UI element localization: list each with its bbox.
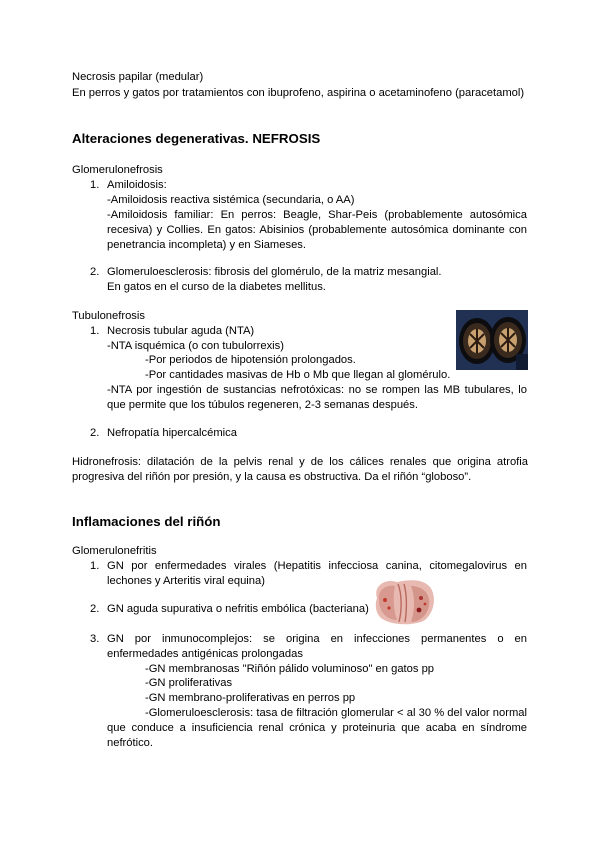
necrosis-title: Necrosis papilar (medular) xyxy=(72,71,204,83)
nta-hipotension: -Por periodos de hipotensión prolongados. xyxy=(145,354,356,366)
amiloidosis-familiar: -Amiloidosis familiar: En perros: Beagle, Shar-Peis (probablemente autosómica recesiva) y Collies. En gatos: Abisinios (probablemente autosómica dominante con penetrancia incompleta) y en Siameses. xyxy=(107,209,527,251)
gn-glomeruloesclerosis: -Glomeruloesclerosis: tasa de filtración glomerular < al 30 % del valor normal que conduce a insuficiencia renal crónica y proteinuria que acaba en síndrome nefrótico. xyxy=(107,707,527,749)
list-item-gn-inmunocomplejos xyxy=(90,632,527,662)
nta-nefrotoxica: -NTA por ingestión de sustancias nefrotóxicas: no se rompen las MB tubulares, lo que permite que los túbulos regeneren, 2-3 semanas después. xyxy=(107,384,527,411)
list-item-title: Amiloidosis: xyxy=(107,179,167,191)
subheading-glomerulonefrosis: Glomerulonefrosis xyxy=(72,164,163,176)
list-number: 1. xyxy=(90,179,100,191)
list-item-text: GN por enfermedades virales (Hepatitis infecciosa canina, citomegalovirus en lechones y Arteritis viral equina) xyxy=(107,560,527,587)
section-heading-inflamaciones: Inflamaciones del riñón xyxy=(72,514,221,529)
subheading-tubulonefrosis: Tubulonefrosis xyxy=(72,310,145,322)
list-number: 1. xyxy=(90,560,100,572)
list-number: 3. xyxy=(90,633,100,645)
list-item-text: GN por inmunocomplejos: se origina en infecciones permanentes o en enfermedades antigénicas prolongadas xyxy=(107,633,527,660)
kidney-section-photo xyxy=(456,310,528,370)
amiloidosis-reactiva: -Amiloidosis reactiva sistémica (secundaria, o AA) xyxy=(107,194,355,206)
nta-hb-mb: -Por cantidades masivas de Hb o Mb que llegan al glomérulo. xyxy=(145,369,451,381)
glomeruloesclerosis-detail: En gatos en el curso de la diabetes mellitus. xyxy=(107,281,326,293)
section-heading-nefrosis: Alteraciones degenerativas. NEFROSIS xyxy=(72,131,321,146)
list-item-title: Nefropatía hipercalcémica xyxy=(107,427,237,439)
list-item-text: GN aguda supurativa o nefritis embólica (bacteriana) xyxy=(107,603,369,615)
kidney-illustration xyxy=(371,578,437,626)
list-item-title: Necrosis tubular aguda (NTA) xyxy=(107,325,255,337)
list-item-glomeruloesclerosis xyxy=(90,265,546,280)
subheading-glomerulonefritis: Glomerulonefritis xyxy=(72,545,157,557)
list-item-title: Glomeruloesclerosis: fibrosis del glomérulo, de la matriz mesangial. xyxy=(107,266,442,278)
hidronefrosis-paragraph: Hidronefrosis: dilatación de la pelvis renal y de los cálices renales que origina atrofia progresiva del riñón por presión, y la causa es obstructiva. Da el riñón “globoso”. xyxy=(72,456,528,483)
list-item-gn-supurativa xyxy=(90,602,546,617)
list-number: 1. xyxy=(90,325,100,337)
gn-proliferativas: -GN proliferativas xyxy=(145,677,233,689)
gn-membranosas: -GN membranosas "Riñón pálido voluminoso" en gatos pp xyxy=(145,663,435,675)
list-item-gn-virales xyxy=(90,559,527,589)
gn-membrano-proliferativas: -GN membrano-proliferativas en perros pp xyxy=(145,692,356,704)
nta-isquemica: -NTA isquémica (o con tubulorrexis) xyxy=(107,340,284,352)
list-number: 2. xyxy=(90,266,100,278)
list-number: 2. xyxy=(90,427,100,439)
list-number: 2. xyxy=(90,603,100,615)
necrosis-text: En perros y gatos por tratamientos con ibuprofeno, aspirina o acetaminofeno (paracetamol) xyxy=(72,87,525,99)
list-item-amiloidosis xyxy=(90,178,546,193)
list-item-hipercalcemica xyxy=(90,426,546,441)
